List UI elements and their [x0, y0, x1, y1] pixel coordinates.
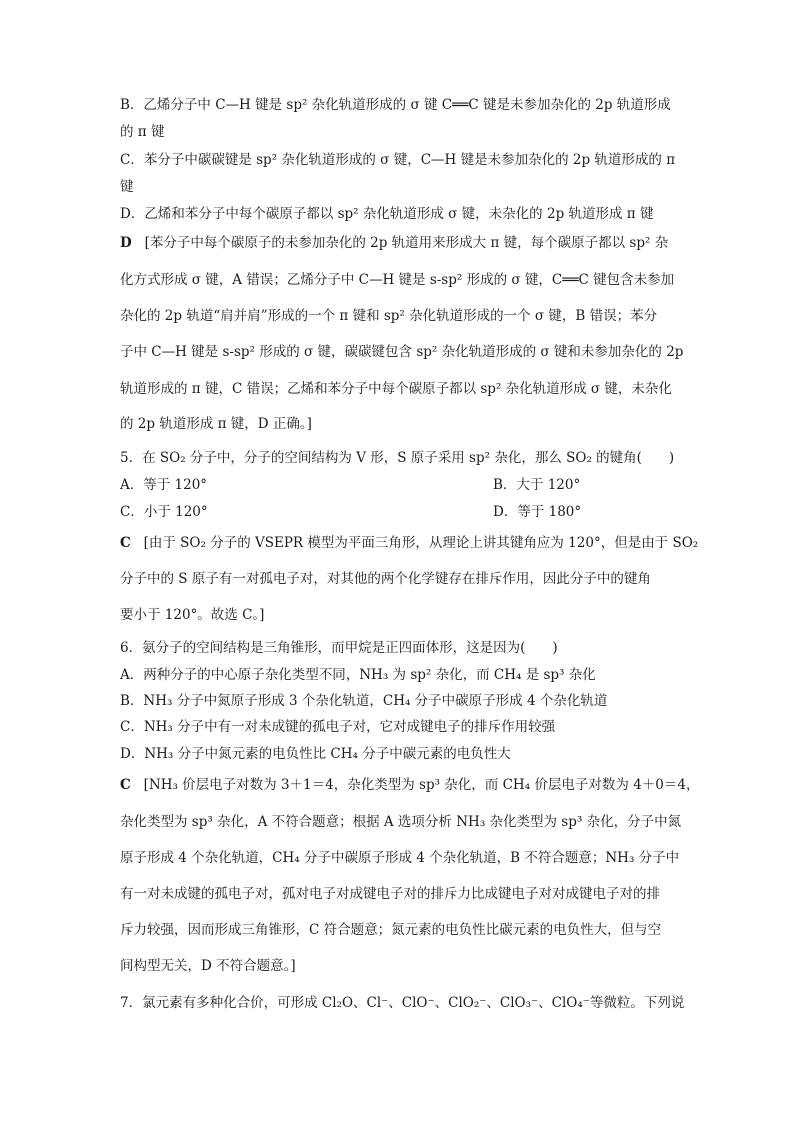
q4-explanation-3: 杂化的 2p 轨道“肩并肩”形成的一个 π 键和 sp² 杂化轨道形成的一个 σ 键，B 错误；苯分 — [120, 308, 658, 324]
q5-explanation-3: 要小于 120°。故选 C。] — [120, 607, 265, 623]
q6-explanation-3: 原子形成 4 个杂化轨道，CH₄ 分子中碳原子形成 4 个杂化轨道，B 不符合题意；NH₃ 分子中 — [120, 850, 680, 866]
q4-answer-line1 — [120, 233, 668, 253]
q5-answer-line1 — [120, 533, 698, 553]
q4-option-d: D．乙烯和苯分子中每个碳原子都以 sp² 杂化轨道形成 σ 键，未杂化的 2p 轨道形成 π 键 — [120, 206, 654, 222]
q4-explanation-1: [苯分子中每个碳原子的未参加杂化的 2p 轨道用来形成大 π 键，每个碳原子都以 sp² 杂 — [144, 235, 669, 251]
q4-option-c-line1: C．苯分子中碳碳键是 sp² 杂化轨道形成的 σ 键，C—H 键是未参加杂化的 2p 轨道形成的 π — [120, 152, 676, 168]
q5-option-b: B．大于 120° — [493, 477, 581, 493]
q6-explanation-2: 杂化类型为 sp³ 杂化，A 不符合题意；根据 A 选项分析 NH₃ 杂化类型为 sp³ 杂化，分子中氮 — [120, 814, 682, 830]
q6-option-a: A．两种分子的中心原子杂化类型不同，NH₃ 为 sp² 杂化，而 CH₄ 是 sp³ 杂化 — [120, 667, 596, 683]
q5-options-row2 — [120, 502, 582, 522]
q6-option-d: D．NH₃ 分子中氮元素的电负性比 CH₄ 分子中碳元素的电负性大 — [120, 746, 511, 762]
q4-option-b-line1: B．乙烯分子中 C—H 键是 sp² 杂化轨道形成的 σ 键 C══C 键是未参加杂化的 2p 轨道形成 — [120, 97, 671, 113]
q7-stem: 7．氯元素有多种化合价，可形成 Cl₂O、Cl⁻、ClO⁻、ClO₂⁻、ClO₃⁻、ClO₄⁻等微粒。下列说 — [120, 995, 685, 1011]
q4-explanation-4: 子中 C—H 键是 s-sp² 形成的 σ 键，碳碳键包含 sp² 杂化轨道形成的 σ 键和未参加杂化的 2p — [120, 344, 684, 360]
q4-option-c-line2: 键 — [120, 179, 134, 195]
q6-option-b: B．NH₃ 分子中氮原子形成 3 个杂化轨道，CH₄ 分子中碳原子形成 4 个杂化轨道 — [120, 693, 608, 709]
q6-explanation-6: 间构型无关，D 不符合题意。] — [120, 958, 296, 974]
q6-explanation-5: 斥力较强，因而形成三角锥形，C 符合题意；氮元素的电负性比碳元素的电负性大，但与空 — [120, 922, 662, 938]
q4-answer-letter: D — [120, 235, 132, 251]
q4-explanation-2: 化方式形成 σ 键，A 错误；乙烯分子中 C—H 键是 s-sp² 形成的 σ 键，C══C 键包含未参加 — [120, 272, 675, 288]
q5-stem: 5．在 SO₂ 分子中，分子的空间结构为 V 形，S 原子采用 sp² 杂化，那么 SO₂ 的键角( ) — [120, 450, 675, 466]
q6-explanation-1: [NH₃ 价层电子对数为 3＋1＝4，杂化类型为 sp³ 杂化，而 CH₄ 价层电子对数为 4＋0＝4， — [143, 777, 700, 793]
q6-explanation-4: 有一对未成键的孤电子对，孤对电子对成键电子对的排斥力比成键电子对对成键电子对的排 — [120, 886, 660, 902]
q5-option-d: D．等于 180° — [493, 504, 582, 520]
q4-explanation-5: 轨道形成的 π 键，C 错误；乙烯和苯分子中每个碳原子都以 sp² 杂化轨道形成 σ 键，未杂化 — [120, 381, 672, 397]
q5-explanation-2: 分子中的 S 原子有一对孤电子对，对其他的两个化学键存在排斥作用，因此分子中的键角 — [120, 571, 651, 587]
q4-option-b-line2: 的 π 键 — [120, 124, 165, 140]
q5-answer-letter: C — [120, 535, 131, 551]
q6-answer-line1 — [120, 775, 699, 795]
q5-explanation-1: [由于 SO₂ 分子的 VSEPR 模型为平面三角形，从理论上讲其键角应为 120°，但是由于 SO₂ — [143, 535, 699, 551]
q6-answer-letter: C — [120, 777, 131, 793]
q6-stem: 6．氨分子的空间结构是三角锥形，而甲烷是正四面体形，这是因为( ) — [120, 640, 558, 656]
q5-option-a: A．等于 120° — [120, 477, 208, 493]
q6-option-c: C．NH₃ 分子中有一对未成键的孤电子对，它对成键电子的排斥作用较强 — [120, 719, 556, 735]
q4-explanation-6: 的 2p 轨道形成 π 键，D 正确。] — [120, 416, 312, 432]
q5-options-row1 — [120, 475, 581, 495]
q5-option-c: C．小于 120° — [120, 504, 208, 520]
